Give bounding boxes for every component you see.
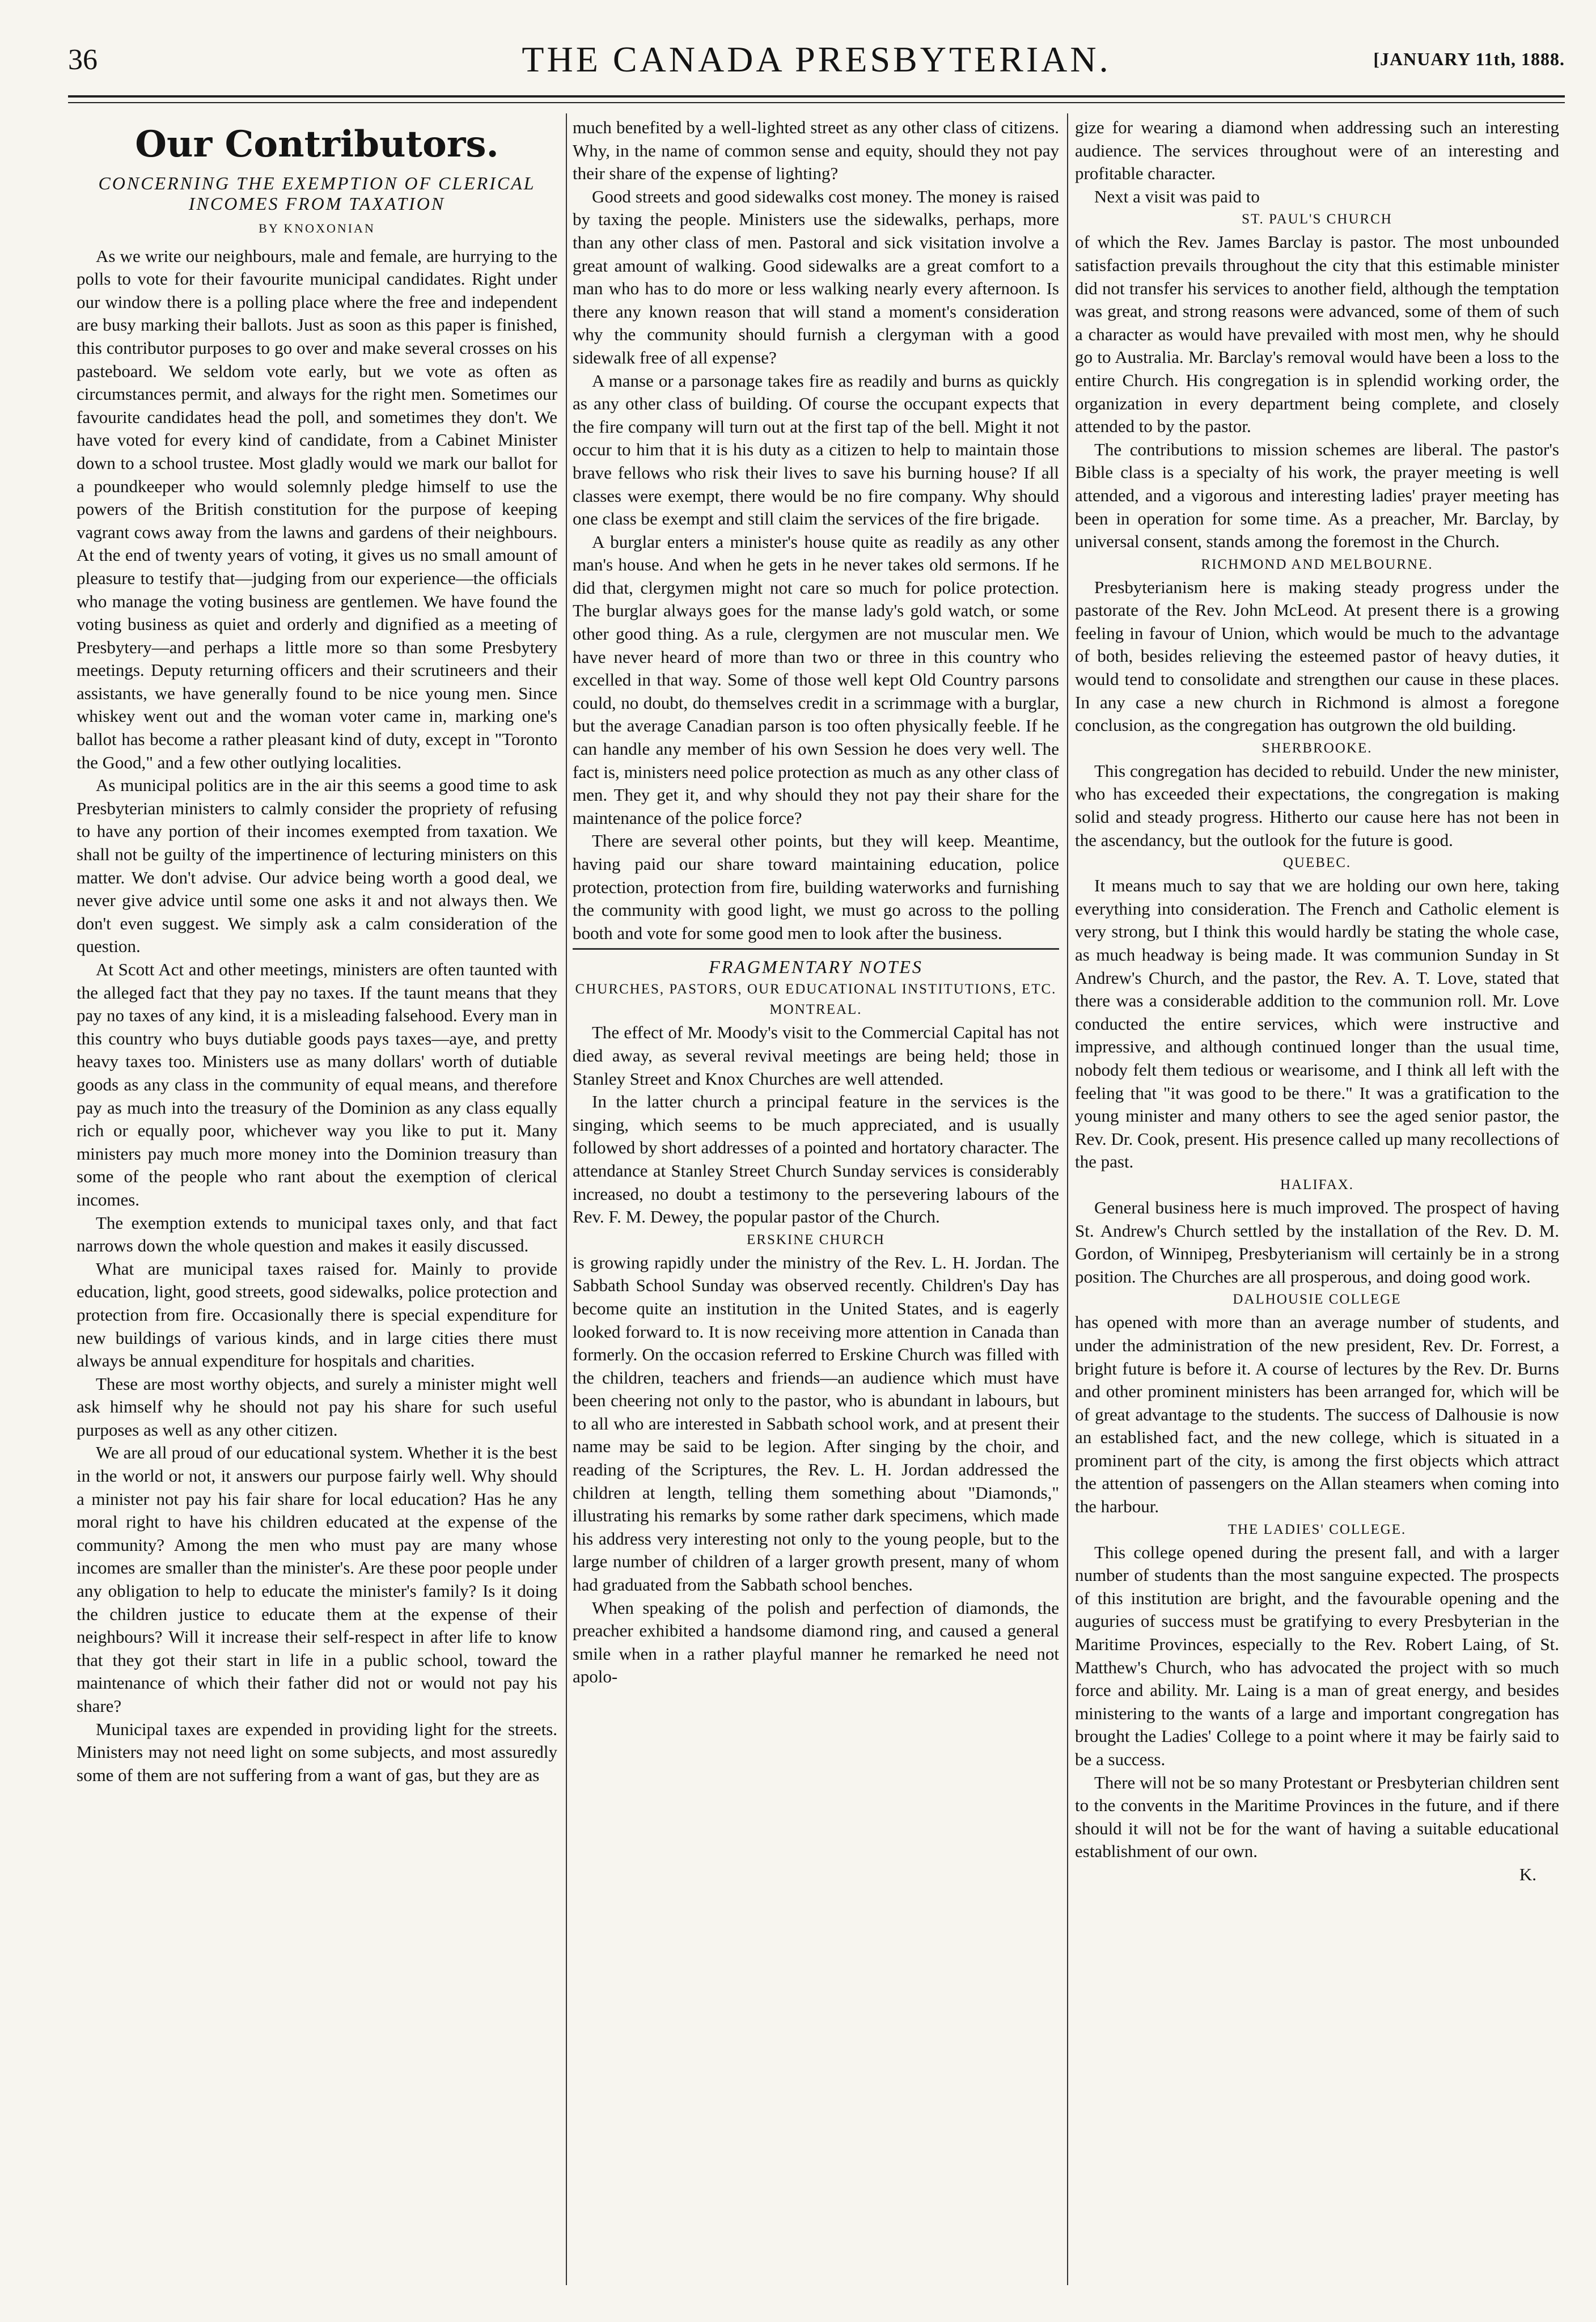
subheading-st-pauls: ST. PAUL'S CHURCH [1242, 212, 1392, 227]
article-byline: BY KNOXONIAN [259, 221, 375, 235]
column-divider-2 [1067, 113, 1068, 2285]
paragraph: of which the Rev. James Barclay is pastor. The most unbounded satisfaction prevails throughout the city that this estimable minister did not transfer his services to another field, although the temptation was great, and strong reasons were advanced, some of them of such a character as would have prevailed with most men, why he should go to Australia. Mr. Barclay's removal would have been a loss to the entire Church. His congregation is in splendid working order, the organization in every department being complete, and closely attended to by the pastor. [1075, 232, 1559, 437]
subheading-erskine: ERSKINE CHURCH [747, 1232, 885, 1247]
paragraph: Municipal taxes are expended in providing light for the streets. Ministers may not need light on some subjects, and most assuredly some of them are not suffering from a want of gas, but they are as [77, 1719, 557, 1785]
paragraph: This congregation has decided to rebuild. Under the new minister, who has exceeded their expectations, the congregation is making solid and steady progress. Hitherto our cause here has not been in the ascendancy, but the outlook for the future is good. [1075, 760, 1559, 850]
subheading-halifax: HALIFAX. [1280, 1177, 1354, 1192]
paragraph: As we write our neighbours, male and female, are hurrying to the polls to vote for their favourite municipal candidates. Right under our window there is a polling place where the free and independent are busy marking their ballots. Just as soon as this paper is finished, this contributor purposes to go over and make several crosses on his pasteboard. We seldom vote early, but we vote as often as circumstances permit, and always for the right men. Sometimes our favourite candidates head the poll, and sometimes they don't. We have voted for every kind of candidate, from a Cabinet Minister down to a school trustee. Most gladly would we mark our ballot for a poundkeeper who would solemnly pledge himself to use the powers of the British constitution for the purpose of keeping vagrant cows away from the lawns and gardens of their neighbours. At the end of twenty years of voting, it gives us no small amount of pleasure to testify that—judging from our experience—the officials who manage the voting business are gentlemen. We have found the voting business as quiet and orderly and dignified as a meeting of Presbytery—and perhaps a little more so than some Presbytery meetings. Deputy returning officers and their scrutineers and their assistants, we have generally found to be nice young men. Since whiskey went out and the woman voter came in, marking one's ballot has become a rather pleasant kind of duty, except in "Toronto the Good," and a few other outlying localities. [77, 246, 557, 772]
column-1 [77, 116, 557, 2271]
author-signoff: K. [1519, 1864, 1536, 1884]
paragraph: These are most worthy objects, and surely a minister might well ask himself why he should not pay his share for such useful purposes as well as any other citizen. [77, 1373, 557, 1440]
column-divider-1 [566, 113, 567, 2285]
section-subtitle: CHURCHES, PASTORS, OUR EDUCATIONAL INSTITUTIONS, ETC. [575, 982, 1057, 997]
paragraph: As municipal politics are in the air this seems a good time to ask Presbyterian ministers to calmly consider the propriety of refusing to have any portion of their incomes exempted from taxation. We shall not be guilty of the impertinence of lecturing ministers on this matter. We don't advise. Our advice being worth a good deal, we never give advice until some one asks it and not always then. We don't even suggest. We simply ask a calm consideration of the question. [77, 775, 557, 957]
article-title: CONCERNING THE EXEMPTION OF CLERICAL INCOMES FROM TAXATION [98, 173, 536, 214]
header-rule-top [68, 95, 1565, 98]
paragraph: The effect of Mr. Moody's visit to the Commercial Capital has not died away, as several revival meetings are being held; those in Stanley Street and Knox Churches are well attended. [573, 1022, 1059, 1089]
paragraph: has opened with more than an average number of students, and under the administration of the new president, Rev. Dr. Forrest, a bright future is before it. A course of lectures by the Rev. Dr. Burns and other prominent ministers has been arranged for, which will be of great advantage to the students. The success of Dalhousie is now an established fact, and the new college, which is situated in a prominent part of the city, is among the first objects which attract the attention of passengers on the Allan steamers when coming into the harbour. [1075, 1312, 1559, 1517]
subheading-montreal: MONTREAL. [769, 1002, 862, 1018]
paragraph: A burglar enters a minister's house quite as readily as any other man's house. And when he gets in he never takes old sermons. If he did that, clergymen might not care so much for police protection. The burglar always goes for the manse lady's gold watch, or some other good thing. As a rule, clergymen are not muscular men. We have never heard of more than two or three in this country who excelled in that way. Some of those well kept Old Country parsons could, no doubt, do themselves credit in a scrimmage with a burglar, but the average Canadian parson is too often physically feeble. If he can handle any member of his own Session he does very well. The fact is, ministers need police protection as much as any other class of men. They get it, and why should they not pay their share for the maintenance of the police force? [573, 531, 1059, 828]
section-title: FRAGMENTARY NOTES [709, 957, 923, 978]
paragraph: What are municipal taxes raised for. Mainly to provide education, light, good streets, good sidewalks, police protection and protection from fire. Occasionally there is special expenditure for new buildings of various kinds, and in large cities there must always be annual expenditure for hospitals and charities. [77, 1258, 557, 1371]
subheading-ladies-college: THE LADIES' COLLEGE. [1227, 1521, 1407, 1537]
paragraph: A manse or a parsonage takes fire as readily and burns as quickly as any other class of building. Of course the occupant expects that the fire company will turn out at the first tap of the bell. Might it not occur to him that it is his duty as a citizen to help to maintain those brave fellows who risk their lives to save his burning house? If all classes were exempt, there would be no fire company. Why should one class be exempt and still claim the services of the fire brigade. [573, 370, 1059, 529]
subheading-sherbrooke: SHERBROOKE. [1261, 740, 1373, 756]
paragraph: It means much to say that we are holding our own here, taking everything into consideration. The French and Catholic element is very strong, but I think this would hardly be stating the whole case, as much headway is being made. It was communion Sunday in St Andrew's Church, and the pastor, the Rev. A. T. Love, stated that there was a considerable addition to the communion roll. Mr. Love conducted the entire services, which were instructive and impressive, and although continued longer than the usual time, nobody felt them tedious or wearisome, and I think all left with the feeling that "it was good to be there." It was a gratification to the young minister and many others to see the aged senior pastor, the Rev. Dr. Cook, present. His presence called up many recollections of the past. [1075, 875, 1559, 1172]
paragraph: Next a visit was paid to [1094, 186, 1260, 206]
column-2 [573, 116, 1059, 2271]
paragraph: In the latter church a principal feature in the services is the singing, which seems to be much appreciated, and is usually followed by short addresses of a pointed and hortatory character. The attendance at Stanley Street Church Sunday services is considerably increased, no doubt a testimony to the persevering labours of the Rev. F. M. Dewey, the popular pastor of the Church. [573, 1092, 1059, 1227]
paragraph: gize for wearing a diamond when addressing such an interesting audience. The services throughout were of an interesting and profitable character. [1075, 117, 1559, 184]
paragraph: Presbyterianism here is making steady progress under the pastorate of the Rev. John McLeod. At present there is a growing feeling in favour of Union, which would be much to the advantage of both, besides relieving the esteemed pastor of heavy duties, it would tend to consolidate and strengthen our cause in these places. In any case a new church in Richmond is almost a foregone conclusion, as the congregation has outgrown the old building. [1075, 577, 1559, 735]
column-3 [1075, 116, 1559, 2271]
paragraph: The exemption extends to municipal taxes only, and that fact narrows down the whole question and makes it easily discussed. [77, 1212, 557, 1256]
paragraph: At Scott Act and other meetings, ministers are often taunted with the alleged fact that they pay no taxes. If the taunt means that they pay no taxes of any kind, it is a misleading falsehood. Every man in this country who buys dutiable goods pays taxes—aye, and pretty heavy taxes too. Ministers use as many dollars' worth of dutiable goods as any class in the community of equal means, and therefore pay as much into the treasury of the Dominion as any class equally rich or equally poor, whichever way you like to put it. Many ministers pay much more money into the Dominion treasury than some of the people who rant about the exemption of clerical incomes. [77, 959, 557, 1209]
header-rule-bottom [68, 102, 1565, 103]
paragraph: We are all proud of our educational system. Whether it is the best in the world or not, it answers our purpose fairly well. Why should a minister not pay his fair share for local education? Has he any moral right to have his children educated at the expense of the community? Among the men who must pay are many whose incomes are smaller than the minister's. Are these poor people under any obligation to help to educate the minister's family? Is it doing the children justice to educate them at the expense of their neighbours? Will it increase their self-respect in after life to know that they got their start in life in a public school, toward the maintenance of which their father did not or would not pay his share? [77, 1443, 557, 1716]
paragraph: General business here is much improved. The prospect of having St. Andrew's Church settled by the installation of the Rev. D. M. Gordon, of Winnipeg, Presbyterianism will certainly be in a strong position. The Churches are all prosperous, and doing good work. [1075, 1197, 1559, 1287]
paragraph: This college opened during the present fall, and with a larger number of students than the most sanguine expected. The prospects of this institution are bright, and the favourable opening and the auguries of success must be gratifying to every Presbyterian in the Maritime Provinces, especially to the Rev. Robert Laing, of St. Matthew's Church, who has advocated the project with so much force and ability. Mr. Laing is a man of great energy, and besides ministering to the wants of a large and important congregation has brought the Ladies' College to a point where it may be fairly said to be a success. [1075, 1542, 1559, 1769]
paragraph: The contributions to mission schemes are liberal. The pastor's Bible class is a specialty of his work, the prayer meeting is well attended, and a vigorous and interesting ladies' prayer meeting has been in operation for some time. As a preacher, Mr. Barclay, by universal consent, stands among the foremost in the Church. [1075, 439, 1559, 552]
subheading-richmond: RICHMOND AND MELBOURNE. [1201, 556, 1433, 572]
page-number: 36 [68, 44, 98, 76]
paragraph: is growing rapidly under the ministry of the Rev. L. H. Jordan. The Sabbath School Sunday was observed recently. Children's Day has become quite an institution in the United States, and is eagerly looked forward to. It is now receiving more attention in Canada than formerly. On the occasion referred to Erskine Church was filled with the children, teachers and friends—an audience which must have been cheering not only to the pastor, who is abundant in labours, but to all who are interested in Sabbath school work, and at present their name may be said to be legion. After singing by the choir, and reading of the Scriptures, the Rev. L. H. Jordan addressed the children at length, telling them something about "Diamonds," illustrating his remarks by some rather dark specimens, which made his address very interesting not only to the young people, but to the large number of children of a larger growth present, many of whom had graduated from the Sabbath school benches. [573, 1252, 1059, 1595]
paragraph: There will not be so many Protestant or Presbyterian children sent to the convents in the Maritime Provinces in the future, and if there should it will not be for the want of having a suitable educational establishment of our own. [1075, 1772, 1559, 1862]
paragraph: When speaking of the polish and perfection of diamonds, the preacher exhibited a handsome diamond ring, and caused a general smile when in a rather playful manner he remarked he need not apolo- [573, 1597, 1059, 1687]
subheading-dalhousie: DALHOUSIE COLLEGE [1233, 1292, 1402, 1308]
paragraph: Good streets and good sidewalks cost money. The money is raised by taxing the people. Ministers use the sidewalks, perhaps, more than any other class of men. Pastoral and sick visitation involve a great amount of walking. Good sidewalks are a great comfort to a man who has to do more or less walking nearly every afternoon. Is there any known reason that will stand a moment's consideration why the community should furnish a clergyman with a good sidewalk free of all expense? [573, 186, 1059, 367]
section-rule [573, 948, 1059, 950]
page-header [68, 39, 1565, 90]
paragraph: much benefited by a well-lighted street as any other class of citizens. Why, in the name of common sense and equity, should they not pay their share of the expense of lighting? [573, 117, 1059, 184]
subheading-quebec: QUEBEC. [1282, 855, 1352, 871]
paragraph: There are several other points, but they will keep. Meantime, having paid our share toward maintaining education, police protection, protection from fire, building waterworks and furnishing the community with good light, we must go across to the polling booth and vote for some good men to look after the business. [573, 831, 1059, 943]
publication-title: THE CANADA PRESBYTERIAN. [522, 39, 1111, 79]
section-masthead: Our Contributors. [135, 123, 499, 166]
issue-date: [JANUARY 11th, 1888. [1373, 49, 1565, 69]
